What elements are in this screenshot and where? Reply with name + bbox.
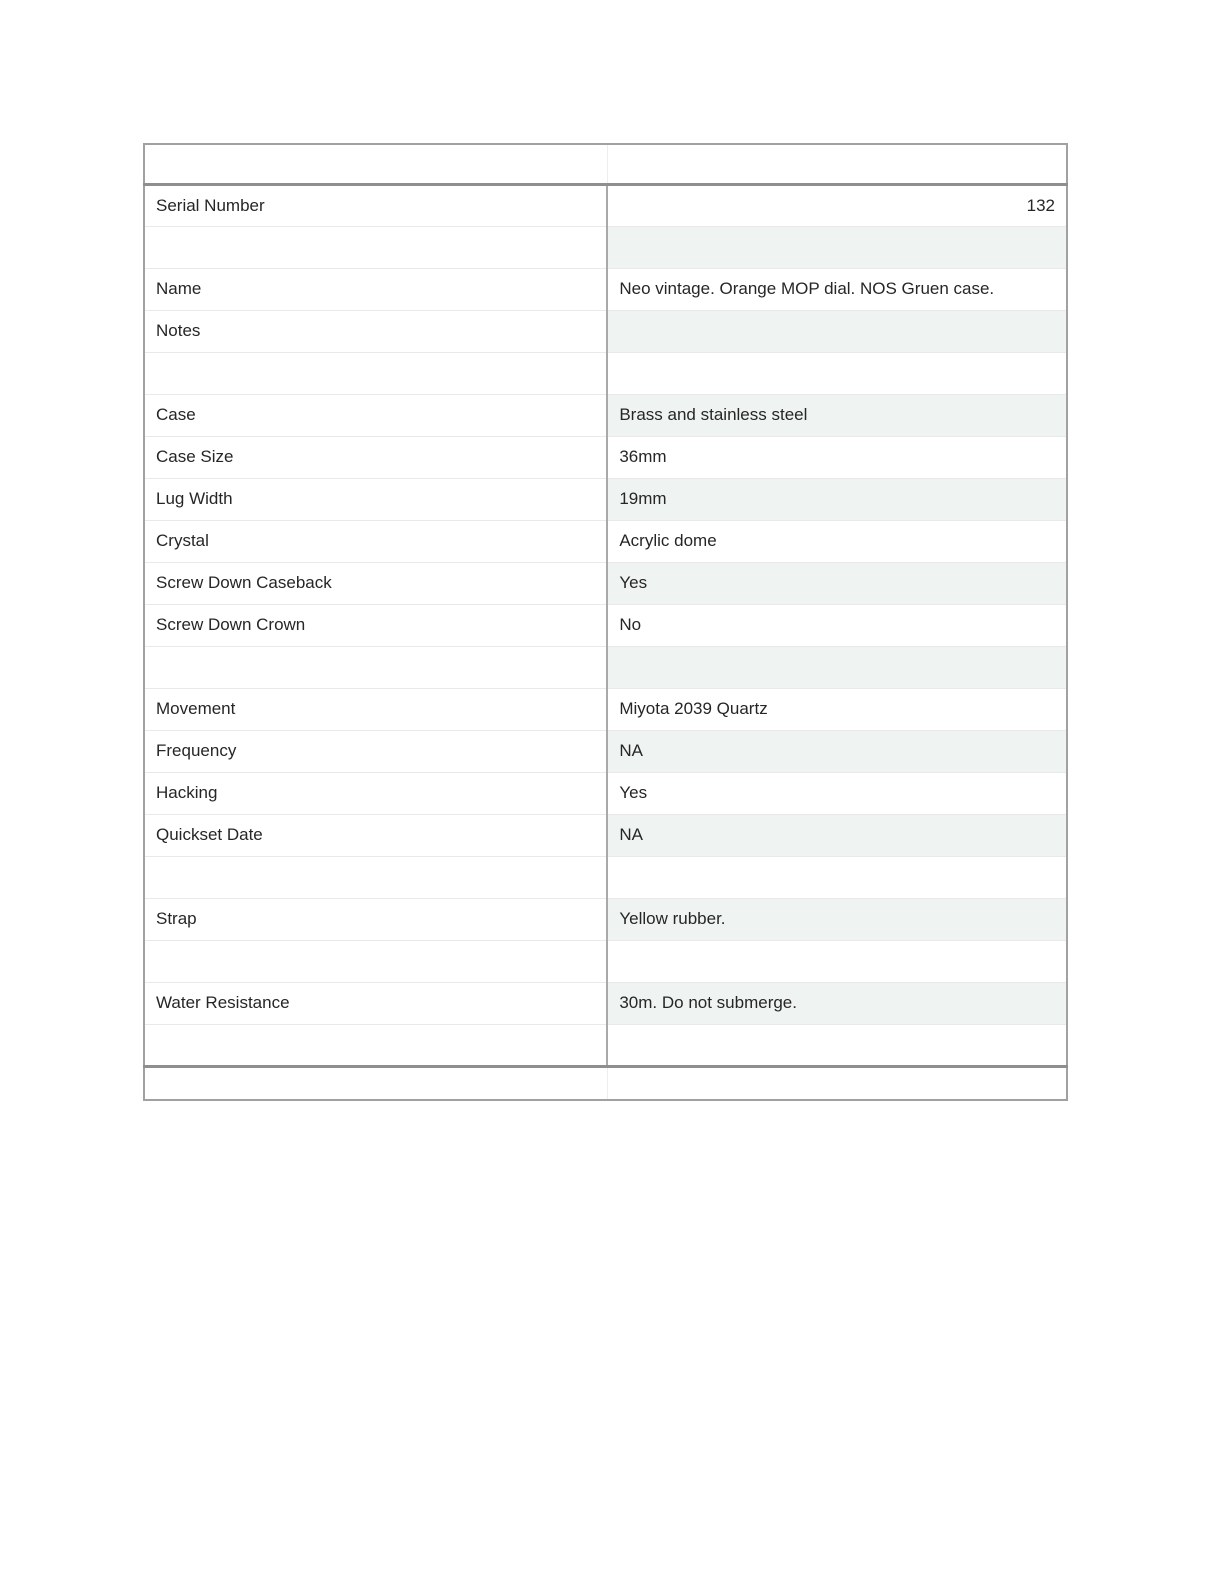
footer-cell-right xyxy=(607,1066,1067,1100)
value-cell: 30m. Do not submerge. xyxy=(607,982,1067,1024)
label-cell: Name xyxy=(144,268,607,310)
table-row xyxy=(144,226,1067,268)
table-row xyxy=(144,898,1067,940)
value-cell: Yes xyxy=(607,562,1067,604)
label-cell: Screw Down Caseback xyxy=(144,562,607,604)
label-cell xyxy=(144,856,607,898)
label-cell xyxy=(144,940,607,982)
value-cell xyxy=(607,646,1067,688)
value-cell: Yes xyxy=(607,772,1067,814)
label-cell: Frequency xyxy=(144,730,607,772)
value-cell: NA xyxy=(607,730,1067,772)
value-cell: 19mm xyxy=(607,478,1067,520)
value-cell: No xyxy=(607,604,1067,646)
value-cell: Brass and stainless steel xyxy=(607,394,1067,436)
table-row xyxy=(144,394,1067,436)
label-cell: Movement xyxy=(144,688,607,730)
label-cell xyxy=(144,352,607,394)
header-cell-left xyxy=(144,144,607,184)
value-cell: Yellow rubber. xyxy=(607,898,1067,940)
label-cell: Case xyxy=(144,394,607,436)
table-row xyxy=(144,646,1067,688)
watch-spec-table xyxy=(143,143,1068,1101)
value-cell xyxy=(607,1024,1067,1066)
value-cell: 132 xyxy=(607,184,1067,226)
table-row xyxy=(144,352,1067,394)
label-cell: Lug Width xyxy=(144,478,607,520)
header-row xyxy=(144,144,1067,184)
value-cell xyxy=(607,310,1067,352)
table-row xyxy=(144,688,1067,730)
value-cell xyxy=(607,352,1067,394)
label-cell: Hacking xyxy=(144,772,607,814)
label-cell xyxy=(144,226,607,268)
table-row xyxy=(144,940,1067,982)
table-row xyxy=(144,520,1067,562)
header-cell-right xyxy=(607,144,1067,184)
label-cell: Quickset Date xyxy=(144,814,607,856)
value-cell: 36mm xyxy=(607,436,1067,478)
table-row xyxy=(144,184,1067,226)
label-cell xyxy=(144,646,607,688)
table-row xyxy=(144,310,1067,352)
label-cell: Case Size xyxy=(144,436,607,478)
table-row xyxy=(144,982,1067,1024)
label-cell: Serial Number xyxy=(144,184,607,226)
table-row xyxy=(144,1024,1067,1066)
label-cell: Notes xyxy=(144,310,607,352)
value-cell xyxy=(607,856,1067,898)
table-row xyxy=(144,436,1067,478)
table-row xyxy=(144,814,1067,856)
table-row xyxy=(144,772,1067,814)
value-cell xyxy=(607,226,1067,268)
footer-cell-left xyxy=(144,1066,607,1100)
value-cell: NA xyxy=(607,814,1067,856)
table-row xyxy=(144,268,1067,310)
table-row xyxy=(144,856,1067,898)
label-cell xyxy=(144,1024,607,1066)
footer-row xyxy=(144,1066,1067,1100)
label-cell: Crystal xyxy=(144,520,607,562)
value-cell: Acrylic dome xyxy=(607,520,1067,562)
label-cell: Water Resistance xyxy=(144,982,607,1024)
table-body xyxy=(144,184,1067,1066)
label-cell: Strap xyxy=(144,898,607,940)
value-cell: Neo vintage. Orange MOP dial. NOS Gruen case. xyxy=(607,268,1067,310)
value-cell: Miyota 2039 Quartz xyxy=(607,688,1067,730)
table-row xyxy=(144,562,1067,604)
table-row xyxy=(144,478,1067,520)
table-row xyxy=(144,604,1067,646)
label-cell: Screw Down Crown xyxy=(144,604,607,646)
value-cell xyxy=(607,940,1067,982)
table-row xyxy=(144,730,1067,772)
